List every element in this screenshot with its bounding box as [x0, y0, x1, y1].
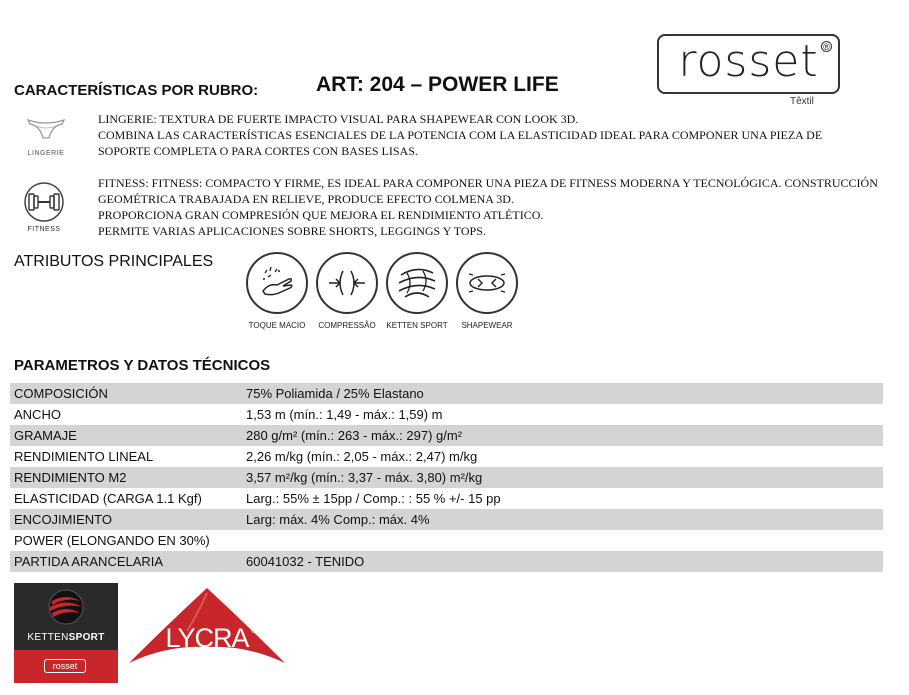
param-key: RENDIMIENTO LINEAL: [14, 449, 154, 464]
rosset-logo: [657, 34, 840, 94]
param-key: COMPOSICIÓN: [14, 386, 108, 401]
param-key: ANCHO: [14, 407, 61, 422]
kettensport-rosset-badge: rosset: [44, 659, 86, 673]
param-value: 75% Poliamida / 25% Elastano: [246, 386, 424, 401]
soft-touch-label: TOQUE MACIO: [248, 321, 306, 330]
param-value: 3,57 m²/kg (mín.: 3,37 - máx. 3,80) m²/kg: [246, 470, 483, 485]
param-key: ELASTICIDAD (CARGA 1.1 Kgf): [14, 491, 202, 506]
kettensport-bold: SPORT: [68, 632, 105, 643]
attribute-ketten-sport: [384, 252, 450, 330]
param-key: RENDIMIENTO M2: [14, 470, 127, 485]
param-value: 2,26 m/kg (mín.: 2,05 - máx.: 2,47) m/kg: [246, 449, 478, 464]
lingerie-caption: LINGERIE: [27, 150, 65, 157]
lycra-logo: [127, 585, 287, 670]
table-row: [10, 383, 883, 404]
params-table: [10, 383, 883, 572]
lycra-wordmark: LYCRA: [165, 623, 249, 653]
table-row: [10, 404, 883, 425]
param-value: Larg: máx. 4% Comp.: máx. 4%: [246, 512, 430, 527]
param-value: Larg.: 55% ± 15pp / Comp.: : 55 % +/- 15 pp: [246, 491, 501, 506]
param-value: 280 g/m² (mín.: 263 - máx.: 297) g/m²: [246, 428, 463, 443]
table-row: [10, 509, 883, 530]
param-key: GRAMAJE: [14, 428, 77, 443]
article-title: ART: 204 – POWER LIFE: [316, 73, 559, 96]
rosset-wordmark: rosset: [678, 35, 819, 87]
rubro-heading: CARACTERÍSTICAS POR RUBRO:: [14, 82, 259, 99]
param-key: PARTIDA ARANCELARIA: [14, 554, 164, 569]
compression-icon: [325, 261, 369, 305]
fitness-line: PROPORCIONA GRAN COMPRESIÓN QUE MEJORA EL RENDIMIENTO ATLÉTICO.: [98, 208, 544, 222]
param-value: 60041032 - TENIDO: [246, 554, 365, 569]
fitness-line: PERMITE VARIAS APLICACIONES SOBRE SHORTS, LEGGINGS Y TOPS.: [98, 224, 486, 238]
lingerie-category: [22, 112, 70, 157]
fitness-description: [98, 175, 878, 239]
shapewear-icon: [465, 261, 509, 305]
fitness-line: GEOMÉTRICA TRABAJADA EN RELIEVE, PRODUCE EFECTO COLMENA 3D.: [98, 192, 514, 206]
soft-touch-icon: [255, 261, 299, 305]
kettensport-light: KETTEN: [27, 632, 69, 643]
table-row: [10, 446, 883, 467]
ketten-sport-label: KETTEN SPORT: [386, 321, 448, 330]
table-row: [10, 425, 883, 446]
rosset-subtitle: Têxtil: [790, 96, 814, 107]
lingerie-line: COMBINA LAS CARACTERÍSTICAS ESENCIALES DE LA POTENCIA COM LA ELASTICIDAD IDEAL PARA COMPONER UNA PIEZA DE: [98, 128, 823, 142]
lingerie-line: LINGERIE: TEXTURA DE FUERTE IMPACTO VISUAL PARA SHAPEWEAR CON LOOK 3D.: [98, 112, 579, 126]
param-key: POWER (ELONGANDO EN 30%): [14, 533, 210, 548]
fitness-category: [20, 180, 68, 233]
lingerie-icon: [22, 112, 70, 148]
kettensport-logo: [14, 583, 118, 683]
dumbbell-icon: [19, 180, 69, 224]
param-key: ENCOJIMIENTO: [14, 512, 112, 527]
param-value: 1,53 m (mín.: 1,49 - máx.: 1,59) m: [246, 407, 443, 422]
attribute-compression: [314, 252, 380, 330]
table-row: [10, 551, 883, 572]
table-row: [10, 530, 883, 551]
attribute-shapewear: [454, 252, 520, 330]
table-row: [10, 467, 883, 488]
attribute-soft-touch: [244, 252, 310, 330]
shapewear-label: SHAPEWEAR: [461, 321, 513, 330]
params-heading: PARAMETROS Y DATOS TÉCNICOS: [14, 357, 271, 374]
table-row: [10, 488, 883, 509]
lycra-registered: ®: [251, 628, 257, 635]
registered-mark: ®: [821, 41, 832, 52]
fitness-line: FITNESS: FITNESS: COMPACTO Y FIRME, ES IDEAL PARA COMPONER UNA PIEZA DE FITNESS MODERNA Y TECNOLÓGICA. CONSTRUCCIÓN: [98, 176, 878, 190]
fitness-caption: FITNESS: [27, 226, 61, 233]
kettensport-wordmark: [14, 632, 118, 643]
kettensport-emblem-icon: [14, 583, 118, 633]
compression-label: COMPRESSÃO: [318, 321, 376, 330]
attributes-heading: ATRIBUTOS PRINCIPALES: [14, 253, 214, 270]
lingerie-line: SOPORTE COMPLETA O PARA CORTES CON BASES LISAS.: [98, 144, 418, 158]
lingerie-description: [98, 111, 822, 159]
ketten-sport-icon: [393, 259, 441, 307]
